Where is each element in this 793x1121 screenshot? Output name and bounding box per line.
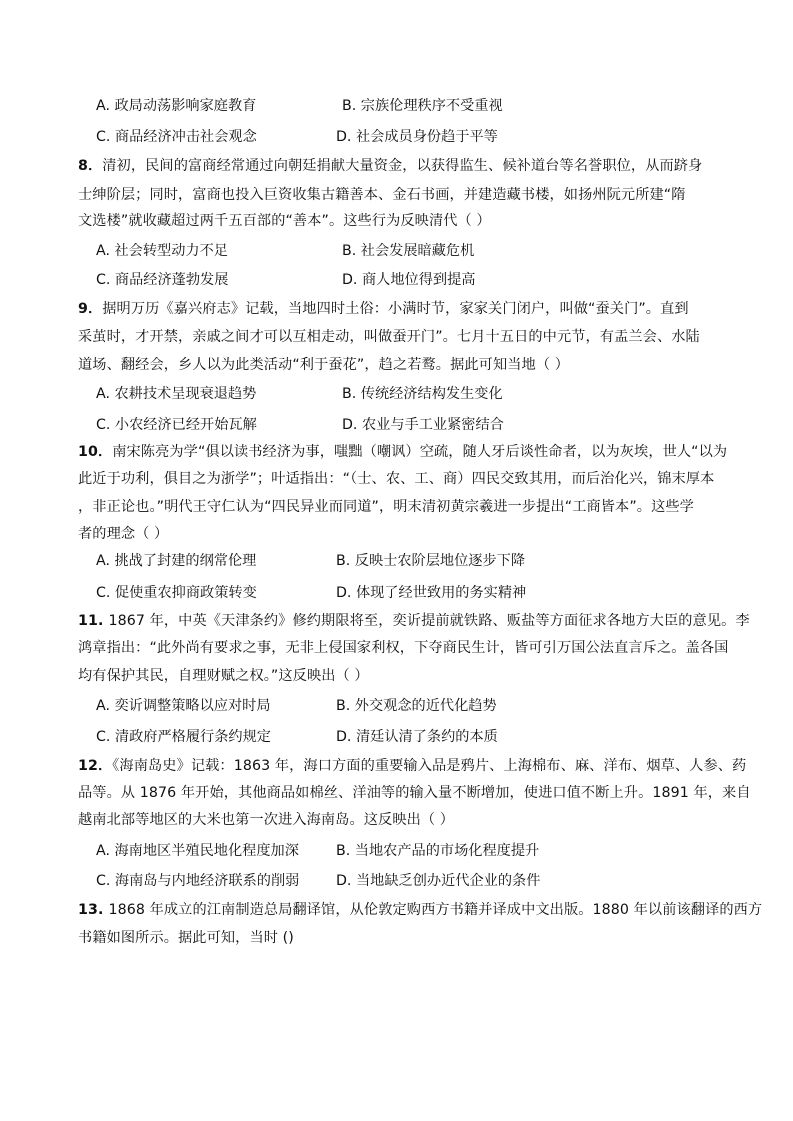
q10-option-a: A. 挑战了封建的纲常伦理 (96, 553, 257, 569)
q11-option-b: B. 外交观念的近代化趋势 (336, 698, 497, 714)
q10-number: 10． (78, 444, 113, 460)
q13-stem-line-2: 书籍如图所示。据此可知，当时 () (78, 930, 294, 946)
q12-number: 12． (78, 758, 113, 774)
q10-stem-line-2: 此近于功利，俱目之为浙学”；叶适指出：“（士、农、工、商）四民交致其用，而后治化兴，锦末厚本 (78, 471, 715, 487)
q8-option-b: B. 社会发展暗藏危机 (342, 243, 475, 259)
q10-stem-line-4: 者的理念（ ） (78, 526, 169, 542)
q7-option-d: D. 社会成员身份趋于平等 (336, 129, 498, 145)
q12-stem-line-3: 越南北部等地区的大米也第一次进入海南岛。这反映出（ ） (78, 812, 455, 828)
q11-number: 11. (78, 613, 109, 629)
q9-option-c: C. 小农经济已经开始瓦解 (96, 417, 257, 433)
q12-stem-line-2: 品等。从 1876 年开始，其他商品如棉丝、洋油等的输入量不断增加，使进口值不断上升。1891 年，来自 (78, 785, 751, 801)
q7-option-b: B. 宗族伦理秩序不受重视 (342, 98, 503, 114)
q12-option-c: C. 海南岛与内地经济联系的削弱 (96, 873, 300, 889)
q9-option-a: A. 农耕技术呈现衰退趋势 (96, 386, 257, 402)
q8-option-c: C. 商品经济蓬勃发展 (96, 272, 229, 288)
q13-number: 13. (78, 902, 109, 918)
q8-option-d: D. 商人地位得到提高 (342, 272, 476, 288)
q12-option-a: A. 海南地区半殖民地化程度加深 (96, 843, 299, 859)
q12-option-b: B. 当地农产品的市场化程度提升 (336, 843, 540, 859)
q8-stem-line-2: 士绅阶层；同时，富商也投入巨资收集古籍善本、金石书画，并建造藏书楼，如扬州阮元所建“隋 (78, 187, 686, 203)
q11-stem-line-3: 均有保护其民，自理财赋之权。”这反映出（ ） (78, 668, 369, 684)
q9-number: 9． (78, 301, 103, 317)
q11-stem-line-1: 11. 1867 年，中英《天津条约》修约期限将至，奕䜣提前就铁路、贩盐等方面征求各地方大臣的意见。李 (78, 613, 750, 629)
q10-stem-line-1: 10．南宋陈亮为学“俱以读书经济为事，嗤黜（嘲讽）空疏，随人牙后谈性命者，以为灰埃，世人“以为 (78, 444, 728, 460)
q8-stem-line-1: 8．清初，民间的富商经常通过向朝廷捐献大量资金，以获得监生、候补道台等名誉职位，从而跻身 (78, 158, 703, 174)
q10-option-b: B. 反映士农阶层地位逐步下降 (336, 553, 526, 569)
q12-option-d: D. 当地缺乏创办近代企业的条件 (336, 873, 541, 889)
q11-option-a: A. 奕䜣调整策略以应对时局 (96, 698, 271, 714)
q8-stem-line-3: 文选楼”就收藏超过两千五百部的“善本”。这些行为反映清代（ ） (78, 213, 491, 229)
q7-option-c: C. 商品经济冲击社会观念 (96, 129, 257, 145)
q13-stem-line-1: 13. 1868 年成立的江南制造总局翻译馆，从伦敦定购西方书籍并译成中文出版。1880 年以前该翻译的西方 (78, 902, 763, 918)
q9-stem-line-1: 9．据明万历《嘉兴府志》记载，当地四时土俗：小满时节，家家关门闭户，叫做“蚕关门”。直到 (78, 301, 689, 317)
q8-number: 8． (78, 158, 103, 174)
q9-stem-line-3: 道场、翻经会，乡人以为此类活动“利于蚕花”，趋之若鹜。据此可知当地（ ） (78, 357, 569, 373)
q11-option-c: C. 清政府严格履行条约规定 (96, 729, 271, 745)
q12-stem-line-1: 12．《海南岛史》记载：1863 年，海口方面的重要输入品是鸦片、上海棉布、麻、洋布、烟草、人参、药 (78, 758, 747, 774)
q9-option-b: B. 传统经济结构发生变化 (342, 386, 503, 402)
q10-option-c: C. 促使重农抑商政策转变 (96, 585, 257, 601)
q9-stem-line-2: 采茧时，才开禁，亲戚之间才可以互相走动，叫做蚕开门”。七月十五日的中元节，有盂兰会、水陆 (78, 329, 700, 345)
q11-stem-line-2: 鸿章指出：“此外尚有要求之事，无非上侵国家利权，下夺商民生计，皆可引万国公法直言斥之。盖各国 (78, 640, 729, 656)
q10-option-d: D. 体现了经世致用的务实精神 (336, 585, 527, 601)
q11-option-d: D. 清廷认清了条约的本质 (336, 729, 498, 745)
q10-stem-line-3: ，非正论也。”明代王守仁认为“四民异业而同道”，明末清初黄宗羲进一步提出“工商皆本”。这些学 (78, 499, 694, 515)
q8-option-a: A. 社会转型动力不足 (96, 243, 228, 259)
q7-option-a: A. 政局动荡影响家庭教育 (96, 98, 257, 114)
q9-option-d: D. 农业与手工业紧密结合 (342, 417, 504, 433)
